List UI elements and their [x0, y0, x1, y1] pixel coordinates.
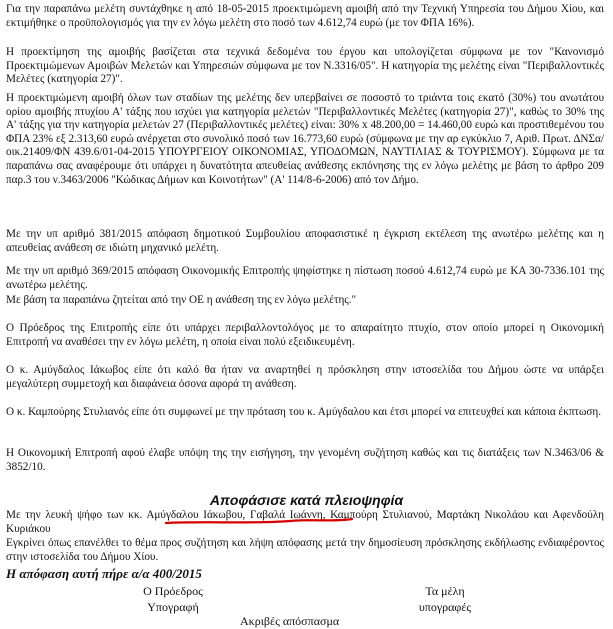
paragraph-kampouris-statement: Ο κ. Καμπούρης Στυλιανός είπε ότι συμφωνεί με την πρόταση του κ. Αμύγδαλου και έτσι μπορεί να επιτευχθεί και κάποια έκπτωση. — [6, 406, 602, 418]
paragraph-committee-credit: Με την υπ αριθμό 369/2015 απόφαση Οικονομικής Επιτροπής ψηφίστηκε η πίστωση ποσού 4.612,74 ευρώ με ΚΑ 30-7336.101 της ανωτέρω μελέτης. — [6, 265, 604, 291]
paragraph-fee-basis: Η προεκτίμηση της αμοιβής βασίζεται στα τεχνικά δεδομένα του έργου και υπολογίζεται σύμφωνα με τον "Κανονισμό Προεκτιμώμενων Αμοιβών Μελετών και Υπηρεσιών σύμφωνα με τον Ν.3316/05". Η κατηγορία της μελέτης είναι "Περιβαλλοντικές Μελέτες (κατηγορία 27)". — [6, 46, 604, 86]
decision-number: Η απόφαση αυτή πήρε α/α 400/2015 — [6, 566, 202, 581]
paragraph-request: Με βάση τα παραπάνω ζητείται από την ΟΕ η ανάθεση της εν λόγω μελέτης." — [6, 294, 357, 306]
decision-heading: Αποφάσισε κατά πλειοψηφία — [209, 492, 404, 508]
paragraph-council-decision: Με την υπ αριθμό 381/2015 απόφαση δημοτικού Συμβουλίου αποφασιστικέ η έγκριση εκτέλεση της ανωτέρω μελέτης και η απευθείας ανάθεση σε ιδιώτη μηχανικό μελέτη. — [6, 228, 604, 254]
members-title: Τα μέλη — [425, 584, 465, 598]
president-title: Ο Πρόεδρος — [143, 584, 203, 598]
paragraph-fee-estimate: Για την παραπάνω μελέτη συντάχθηκε η από 18-05-2015 προεκτιμώμενη αμοιβή από την Τεχνική Υπηρεσία του Δήμου Χίου, και εκτιμήθηκε ο προϋπολογισμός για την εν λόγω μελέτη στο ποσό των 4.612,74 ευρώ (με τον ΦΠΑ 16%). — [6, 3, 604, 29]
paragraph-fee-limit: Η προεκτιμώμενη αμοιβή όλων των σταδίων της μελέτης δεν υπερβαίνει σε ποσοστό το τριάντα τοις εκατό (30%) του ανωτάτου ορίου αμοιβής πτυχίου Α' τάξης που ισχύει για κατηγορία μελετών "Περιβαλλοντικές Μελέτες (κατηγορία 27)", καθώς το 30% της Α' τάξης για την κατηγορία μελετών 27 (Περιβαλλοντικές μελέτες) είναι: 30% x 48.200,00 = 14.460,00 ευρώ και προστιθεμένου του ΦΠΑ 23% εξ 2.313,60 ευρώ ανέρχεται στο συνολικό ποσό των 16.773,60 ευρώ (σύμφωνα με την αρ εγκύκλιο 7, Αριθ. Πρωτ. ΔΝΣα/οικ.21409/ΦΝ 439.6/01-04-2015 ΥΠΟΥΡΓΕΙΟΥ ΟΙΚΟΝΟΜΙΑΣ, ΥΠΟΔΟΜΩΝ, ΝΑΥΤΙΛΙΑΣ & ΤΟΥΡΙΣΜΟΥ). Σύμφωνα με τα παραπάνω σας αναφέρουμε ότι υπάρχει η δυνατότητα απευθείας ανάθεσης εκπόνησης της εν λόγω μελέτης με βάση το άρθρο 209 παρ.3 του ν.3463/2006 "Κώδικας Δήμων και Κοινοτήτων" (Α' 114/8-6-2006) από τον Δήμο. — [6, 92, 604, 186]
paragraph-amygdalos-statement: Ο κ. Αμύγδαλος Ιάκωβος είπε ότι καλό θα ήταν να αναρτηθεί η πρόσκληση στην ιστοσελίδα του Δήμου ώστε να υπάρξει μεγαλύτερη συμμετοχή και διαφάνεια όσονα αφορά τη ανάθεση. — [6, 364, 604, 390]
paragraph-vote: Με την λευκή ψήφο των κκ. Αμύγδαλου Ιάκωβου, Γαβαλά Ιωάννη, Καμπούρη Στυλιανού, Μαρτάκη Νικολάου και Αφενδούλη Κυριάκου — [6, 509, 604, 535]
president-signature-label: Υπογραφή — [147, 600, 199, 614]
paragraph-approval: Εγκρίνει όπως επανέλθει το θέμα προς συζήτηση και λήψη απόφασης μετά την δημοσίευση πρόσκλησης εκδήλωσης ενδιαφέροντος στην ιστοσελίδα του Δήμου Χίου. — [6, 537, 604, 563]
paragraph-committee-considerations: Η Οικονομική Επιτροπή αφού έλαβε υπόψη της την εισήγηση, την γενομένη συζήτηση καθώς και τις διατάξεις των Ν.3463/06 & 3852/10. — [6, 447, 604, 473]
paragraph-president-statement: Ο Πρόεδρος της Επιτροπής είπε ότι υπάρχει περιβαλλοντολόγος με το απαραίτητο πτυχίο, στον οποίο μπορεί η Οικονομική Επιτροπή να αναθέσει την εν λόγω μελέτη, η οποία είναι πολύ εξειδικευμένη. — [6, 322, 604, 348]
true-copy-label: Ακριβές απόσπασμα — [240, 614, 340, 628]
members-signature-label: υπογραφές — [418, 600, 472, 614]
